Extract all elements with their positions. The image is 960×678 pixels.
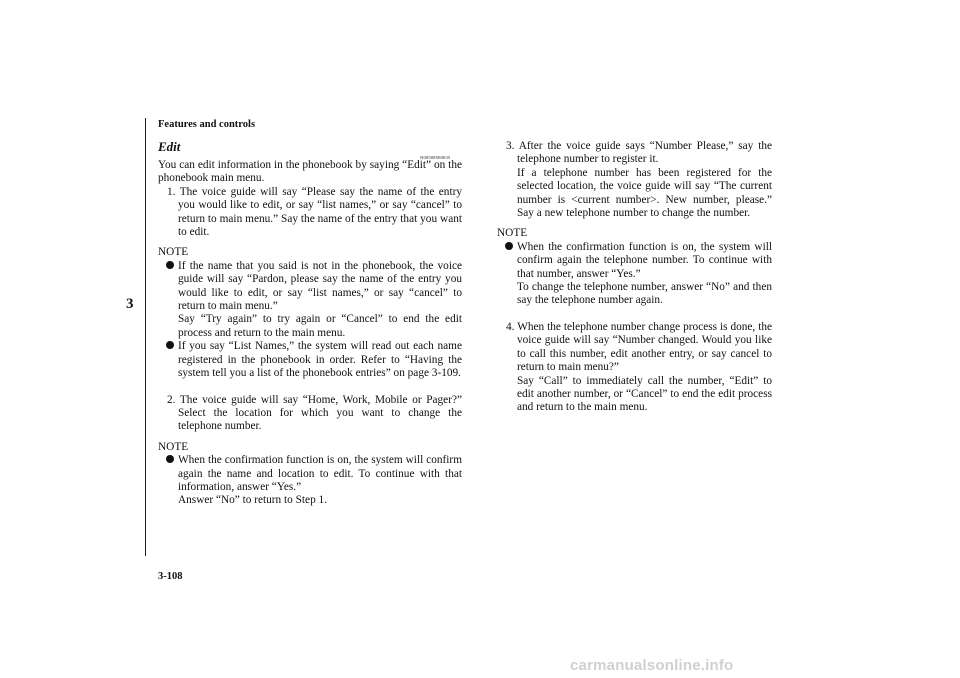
step-4: 4. When the telephone number change process is done, the voice guide will say “Number changed. Would you like to call this number, edit another entry, or say cancel to return to main menu?” — [506, 320, 772, 374]
note-label: NOTE — [158, 246, 189, 259]
note-label: NOTE — [497, 227, 528, 240]
chapter-tab-divider — [145, 118, 146, 556]
note-bullet-subtext: Say “Try again” to try again or “Cancel” to end the edit process and return to the main menu. — [178, 313, 462, 339]
note-bullet-text: When the confirmation function is on, the system will confirm again the name and location to edit. To continue with that information, answer “Yes.” — [178, 454, 462, 493]
right-column — [497, 140, 772, 415]
bullet-icon — [166, 261, 174, 269]
note-bullet-item — [158, 260, 462, 340]
step-3-detail: If a telephone number has been registered for the selected location, the voice guide will say “The current number is <current number>. New number, please.” Say a new telephone number to change the number. — [517, 166, 772, 220]
bullet-icon — [166, 341, 174, 349]
chapter-tab-number: 3 — [126, 296, 134, 312]
page-number: 3-108 — [158, 571, 183, 582]
note-bullet-text: If you say “List Names,” the system will read out each name registered in the phonebook in order. Refer to “Having the system tell you a list of the phonebook entries” on page 3-109. — [178, 340, 462, 380]
note-bullet-text: When the confirmation function is on, the system will confirm again the telephone number. To continue with that number, answer “Yes.” — [517, 240, 772, 280]
note-bullet-subtext: To change the telephone number, answer “No” and then say the telephone number again. — [517, 281, 772, 307]
intro-paragraph: You can edit information in the phonebook by saying “Edit” on the phonebook main menu. — [158, 159, 462, 185]
step-4-detail: Say “Call” to immediately call the number, “Edit” to edit another number, or “Cancel” to end the edit process and return to the main menu. — [517, 374, 772, 414]
step-1: 1. The voice guide will say “Please say the name of the entry you would like to edit, or say “list names,” or say “cancel” to return to main menu.” Say the name of the entry that you want to edit. — [167, 185, 462, 239]
note-bullet-item — [158, 340, 462, 380]
note-bullet-item — [158, 454, 462, 508]
reference-code: N00508500035 — [420, 155, 451, 160]
note-bullet-text: If the name that you said is not in the phonebook, the voice guide will say “Pardon, please say the name of the entry you would like to edit, or say “list names,” or say “cancel” to return to main menu.” — [178, 259, 462, 313]
bullet-icon — [505, 242, 513, 250]
running-header: Features and controls — [158, 119, 256, 130]
step-3: 3. After the voice guide says “Number Please,” say the telephone number to register it. — [506, 140, 772, 166]
bullet-icon — [166, 455, 174, 463]
section-title: Edit — [158, 139, 181, 154]
watermark-footer: carmanualsonline.info — [570, 657, 734, 674]
note-label: NOTE — [158, 440, 189, 453]
step-2: 2. The voice guide will say “Home, Work, Mobile or Pager?” Select the location for which you want to change the telephone number. — [167, 393, 462, 433]
note-bullet-item — [497, 241, 772, 308]
left-column — [158, 159, 462, 508]
note-bullet-subtext: Answer “No” to return to Step 1. — [178, 494, 328, 507]
